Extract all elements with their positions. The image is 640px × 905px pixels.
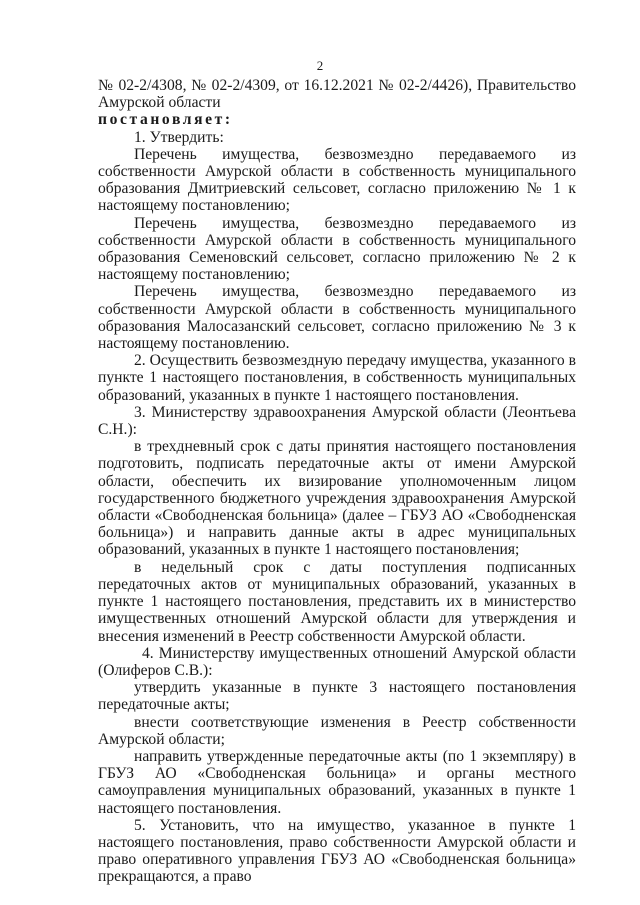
clause-4-heading: 4. Министерству имущественных отношений Амурской области (Олиферов С.В.): [98, 644, 576, 679]
clause-4-item-b: внести соответствующие изменения в Реестр собственности Амурской области; [98, 713, 576, 748]
clause-3-heading: 3. Министерству здравоохранения Амурской области (Леонтьева С.Н.): [98, 403, 576, 439]
clause-3-item-b: в недельный срок с даты поступления подписанных передаточных актов от муниципальных образований, указанных в пункте 1 настоящего постановления, представить их в министерство имущественных отношений Амурской области для утверждения и внесения изменений в Реестр собственности Амурской области. [98, 558, 576, 645]
document-body [98, 77, 576, 886]
resolution-keyword: постановляет: [98, 111, 233, 129]
clause-1-list-malosazansky: Перечень имущества, безвозмездно передаваемого из собственности Амурской области в собственность муниципального образования Малосазанский сельсовет, согласно приложению № 3 к настоящему постановлению. [98, 283, 576, 353]
clause-2: 2. Осуществить безвозмездную передачу имущества, указанного в пункте 1 настоящего постановления, в собственность муниципальных образований, указанных в пункте 1 настоящего постановления. [98, 352, 576, 404]
paragraph-preamble-end: № 02-2/4308, № 02-2/4309, от 16.12.2021 № 02-2/4426), Правительство Амурской области [98, 77, 576, 112]
clause-1-list-dmitrievsky: Перечень имущества, безвозмездно передаваемого из собственности Амурской области в собственность муниципального образования Дмитриевский сельсовет, согласно приложению № 1 к настоящему постановлению; [98, 145, 576, 215]
clause-4-item-c: направить утвержденные передаточные акты (по 1 экземпляру) в ГБУЗ АО «Свободненская больница» и органы местного самоуправления муниципальных образований, указанных в пункте 1 настоящего постановления. [98, 747, 576, 817]
page-number: 2 [316, 58, 324, 73]
clause-5: 5. Установить, что на имущество, указанное в пункте 1 настоящего постановления, право собственности Амурской области и право оперативного управления ГБУЗ АО «Свободненская больница» прекращаются, а право [98, 816, 576, 886]
clause-4-item-a: утвердить указанные в пункте 3 настоящего постановления передаточные акты; [98, 679, 576, 714]
clause-1-list-semenovsky: Перечень имущества, безвозмездно передаваемого из собственности Амурской области в собственность муниципального образования Семеновский сельсовет, согласно приложению № 2 к настоящему постановлению; [98, 214, 576, 284]
clause-1-heading: 1. Утвердить: [134, 128, 224, 146]
clause-3-item-a: в трехдневный срок с даты принятия настоящего постановления подготовить, подписать передаточные акты от имени Амурской области, обеспечить их визирование уполномоченным лицом государственного бюджетного учреждения здравоохранения Амурской области «Свободненская больница» (далее – ГБУЗ АО «Свободненская больница») и направить данные акты в адрес муниципальных образований, указанных в пункте 1 настоящего постановления; [98, 438, 576, 559]
